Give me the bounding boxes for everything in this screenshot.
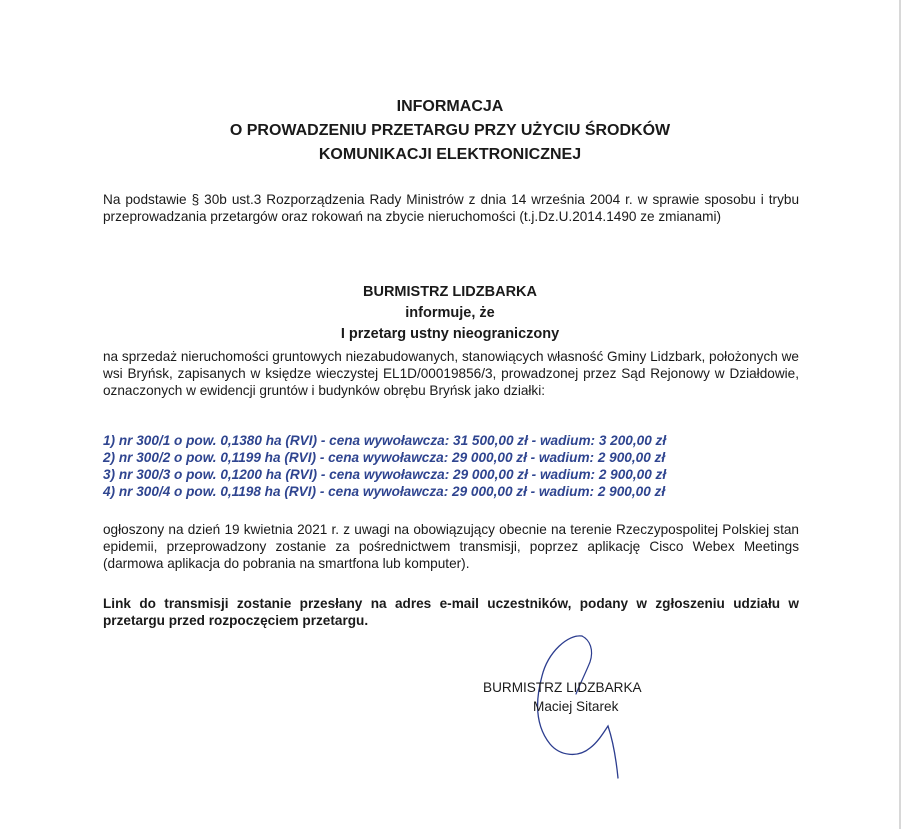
list-item: 2) nr 300/2 o pow. 0,1199 ha (RVI) - cena wywoławcza: 29 000,00 zł - wadium: 2 900,00 zł [103,450,666,465]
signature-name: Maciej Sitarek [533,699,619,714]
announcement-paragraph: ogłoszony na dzień 19 kwietnia 2021 r. z uwagi na obowiązujący obecnie na terenie Rzeczypospolitej Polskiej stan epidemii, przeprowadzony zostanie za pośrednictwem transmisji, poprzez aplikację Cisco Webex Meetings (darmowa aplikacja do pobrania na smartfona lub komputer). [103,522,799,571]
authority-name: BURMISTRZ LIDZBARKA [363,284,537,300]
list-item: 1) nr 300/1 o pow. 0,1380 ha (RVI) - cena wywoławcza: 31 500,00 zł - wadium: 3 200,00 zł [103,433,667,448]
authority-informs: informuje, że [405,305,495,321]
legal-basis-paragraph: Na podstawie § 30b ust.3 Rozporządzenia Rady Ministrów z dnia 14 września 2004 r. w sprawie sposobu i trybu przeprowadzania przetargów oraz rokowań na zbycie nieruchomości (t.j.Dz.U.2014.1490 ze zmianami) [103,192,799,224]
list-item: 3) nr 300/3 o pow. 0,1200 ha (RVI) - cena wywoławcza: 29 000,00 zł - wadium: 2 900,00 zł [103,467,667,482]
list-item: 4) nr 300/4 o pow. 0,1198 ha (RVI) - cena wywoławcza: 29 000,00 zł - wadium: 2 900,00 zł [103,484,666,499]
document-subtitle-line2: KOMUNIKACJI ELEKTRONICZNEJ [318,146,582,163]
link-info-paragraph: Link do transmisji zostanie przesłany na adres e-mail uczestników, podany w zgłoszeniu udziału w przetargu przed rozpoczęciem przetargu. [103,596,799,628]
sale-description-paragraph: na sprzedaż nieruchomości gruntowych niezabudowanych, stanowiących własność Gminy Lidzbark, położonych we wsi Bryńsk, zapisanych w księdze wieczystej EL1D/00019856/3, prowadzonej przez Sąd Rejonowy w Działdowie, oznaczonych w ewidencji gruntów i budynków obrębu Bryńsk jako działki: [103,349,799,398]
signature-title: BURMISTRZ LIDZBARKA [483,680,642,695]
document-subtitle-line1: O PROWADZENIU PRZETARGU PRZY UŻYCIU ŚRODKÓW [229,122,671,139]
tender-type: I przetarg ustny nieograniczony [340,326,560,342]
scan-edge-line [899,0,901,829]
document-title: INFORMACJA [396,98,504,115]
lots-list [103,432,666,500]
